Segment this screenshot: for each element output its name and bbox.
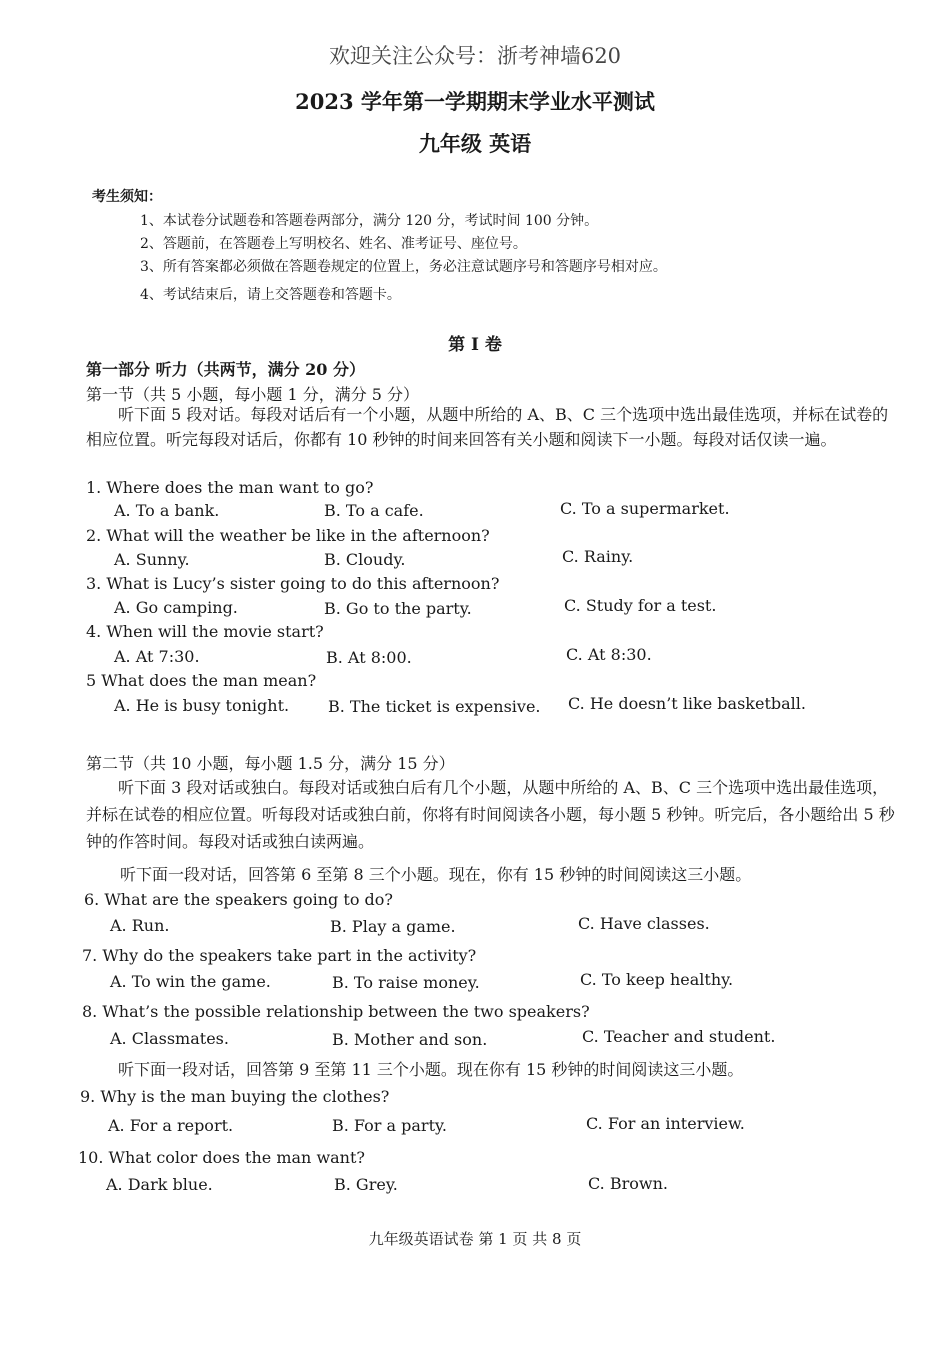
question-stem: 6. What are the speakers going to do? <box>84 890 393 909</box>
part-one-heading: 第一部分 听力（共两节，满分 20 分） <box>86 360 365 379</box>
option-c: C. Brown. <box>588 1174 668 1193</box>
volume-title: 第 I 卷 <box>448 335 502 355</box>
section-two-instruction: 听下面 3 段对话或独白。每段对话或独白后有几个小题，从题中所给的 A、B、C 三个选项中选出最佳选项，并标在试卷的相应位置。听每段对话或独白前，你将有时间阅读各小题，每小题 5 秒钟。听完后，各小题给出 5 秒钟的作答时间。每段对话或独白读两遍。 <box>86 778 895 851</box>
option-a: A. At 7:30. <box>114 647 200 666</box>
option-a: A. Run. <box>110 916 170 935</box>
question-stem: 2. What will the weather be like in the afternoon? <box>86 526 490 545</box>
question-stem: 1. Where does the man want to go? <box>86 478 374 497</box>
group-intro: 听下面一段对话，回答第 6 至第 8 三个小题。现在，你有 15 秒钟的时间阅读这三小题。 <box>120 865 752 884</box>
group-intro: 听下面一段对话，回答第 9 至第 11 三个小题。现在你有 15 秒钟的时间阅读这三小题。 <box>118 1060 744 1079</box>
option-b: B. Play a game. <box>330 917 456 936</box>
watermark-text: 欢迎关注公众号：浙考神墙620 <box>328 44 622 68</box>
question-stem: 8. What’s the possible relationship between the two speakers? <box>82 1002 590 1021</box>
notice-item: 1、本试卷分试题卷和答题卷两部分，满分 120 分，考试时间 100 分钟。 <box>140 213 599 229</box>
option-b: B. To raise money. <box>332 973 480 992</box>
section-one-instruction: 听下面 5 段对话。每段对话后有一个小题，从题中所给的 A、B、C 三个选项中选出最佳选项，并标在试卷的相应位置。听完每段对话后，你都有 10 秒钟的时间来回答有关小题和阅读下一小题。每段对话仅读一遍。 <box>86 405 889 449</box>
option-c: C. To a supermarket. <box>560 499 730 518</box>
option-c: C. Have classes. <box>578 914 710 933</box>
question-stem: 7. Why do the speakers take part in the activity? <box>82 946 477 965</box>
option-a: A. For a report. <box>108 1116 234 1135</box>
option-b: B. For a party. <box>332 1116 448 1135</box>
notice-item: 2、答题前，在答题卷上写明校名、姓名、准考证号、座位号。 <box>140 236 527 252</box>
option-a: A. To a bank. <box>114 501 220 520</box>
option-b: B. To a cafe. <box>324 501 424 520</box>
option-c: C. To keep healthy. <box>580 970 734 989</box>
question-stem: 5 What does the man mean? <box>86 671 317 690</box>
option-a: A. Go camping. <box>114 598 238 617</box>
option-c: C. At 8:30. <box>566 645 652 664</box>
option-c: C. Teacher and student. <box>582 1027 776 1046</box>
notice-item: 4、考试结束后，请上交答题卷和答题卡。 <box>140 287 401 303</box>
notice-item: 3、所有答案都必须做在答题卷规定的位置上，务必注意试题序号和答题序号相对应。 <box>140 259 667 275</box>
question-stem: 9. Why is the man buying the clothes? <box>80 1087 390 1106</box>
option-c: C. Rainy. <box>562 547 634 566</box>
option-a: A. Sunny. <box>114 550 190 569</box>
option-b: B. Go to the party. <box>324 599 472 618</box>
option-b: B. At 8:00. <box>326 648 412 667</box>
option-b: B. The ticket is expensive. <box>328 697 541 716</box>
option-c: C. For an interview. <box>586 1114 745 1133</box>
option-b: B. Grey. <box>334 1175 398 1194</box>
section-two-heading: 第二节（共 10 小题，每小题 1.5 分，满分 15 分） <box>86 754 455 773</box>
exam-title: 2023 学年第一学期期末学业水平测试 <box>295 89 655 114</box>
option-a: A. Dark blue. <box>106 1175 213 1194</box>
exam-subtitle: 九年级 英语 <box>418 131 532 156</box>
page-footer: 九年级英语试卷 第 1 页 共 8 页 <box>368 1230 582 1248</box>
question-stem: 3. What is Lucy’s sister going to do this afternoon? <box>86 574 500 593</box>
option-c: C. He doesn’t like basketball. <box>568 694 806 713</box>
option-a: A. Classmates. <box>110 1029 229 1048</box>
option-a: A. To win the game. <box>110 972 271 991</box>
option-b: B. Mother and son. <box>332 1030 488 1049</box>
section-one-heading: 第一节（共 5 小题，每小题 1 分，满分 5 分） <box>86 385 420 404</box>
option-b: B. Cloudy. <box>324 550 406 569</box>
option-a: A. He is busy tonight. <box>114 696 290 715</box>
question-stem: 10. What color does the man want? <box>78 1148 365 1167</box>
notice-heading: 考生须知： <box>92 189 162 205</box>
option-c: C. Study for a test. <box>564 596 717 615</box>
question-stem: 4. When will the movie start? <box>86 622 324 641</box>
